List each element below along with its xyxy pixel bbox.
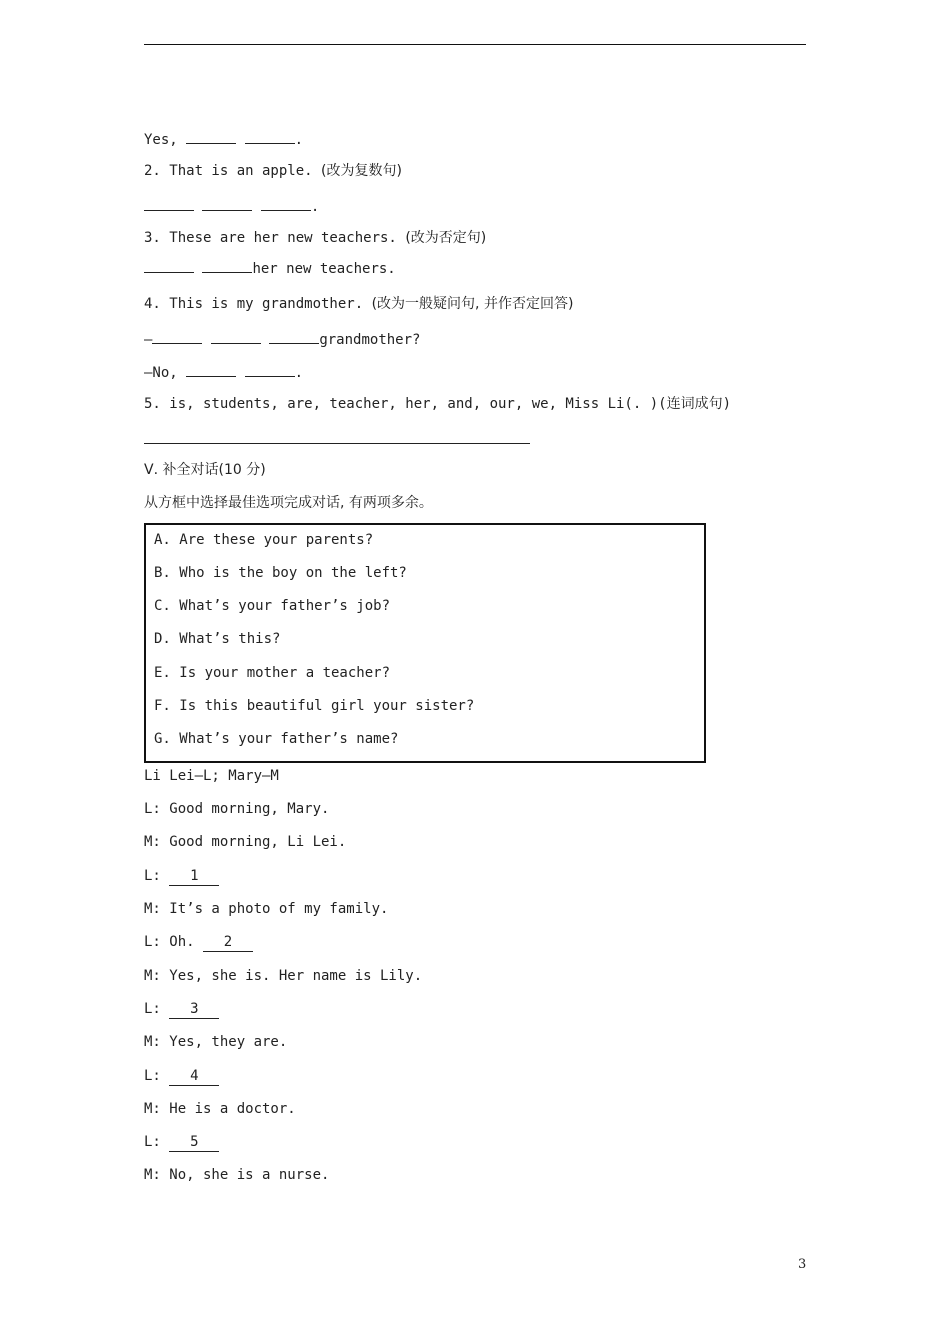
q3-text: 3. These are her new teachers. <box>144 230 397 246</box>
answer-blank[interactable] <box>186 129 236 144</box>
answer-blank-4[interactable]: 4 <box>169 1067 219 1086</box>
q1-answer-prefix: Yes, <box>144 132 178 148</box>
page-number: 3 <box>798 1257 807 1272</box>
answer-blank[interactable] <box>152 329 202 344</box>
dialogue-line: M: He is a doctor. <box>144 1101 296 1117</box>
q4-answer-reply-line: —No, . <box>144 362 303 382</box>
answer-blank[interactable] <box>211 329 261 344</box>
option-d: D. What’s this? <box>154 631 281 647</box>
option-g: G. What’s your father’s name? <box>154 731 399 747</box>
answer-blank-1[interactable]: 1 <box>169 867 219 886</box>
section-instruction: 从方框中选择最佳选项完成对话, 有两项多余。 <box>144 495 433 511</box>
speaker-label: L: <box>144 1134 161 1150</box>
dialogue-line <box>144 933 253 952</box>
answer-blank[interactable] <box>202 258 252 273</box>
dialogue-line: L: Good morning, Mary. <box>144 801 330 817</box>
q5-question <box>144 395 731 413</box>
q2-text: 2. That is an apple. <box>144 163 313 179</box>
answer-blank[interactable] <box>144 258 194 273</box>
dialogue-line: M: No, she is a nurse. <box>144 1167 330 1183</box>
answer-blank[interactable] <box>202 196 252 211</box>
q5-text: 5. is, students, are, teacher, her, and, our, we, Miss Li(. )(连词成句) <box>144 396 732 412</box>
answer-blank[interactable] <box>245 362 295 377</box>
q2-question <box>144 162 402 180</box>
q2-answer-line: . <box>144 196 319 216</box>
q2-instruction: (改为复数句) <box>321 163 402 179</box>
answer-blank[interactable] <box>144 429 530 444</box>
q5-answer-line <box>144 429 530 449</box>
q3-instruction: (改为否定句) <box>405 230 487 246</box>
q4-question <box>144 295 573 313</box>
q4-answer-q-tail: grandmother? <box>319 332 421 348</box>
option-e: E. Is your mother a teacher? <box>154 665 391 681</box>
section-heading: Ⅴ. 补全对话(10 分) <box>144 462 266 478</box>
option-a: A. Are these your parents? <box>154 532 374 548</box>
answer-blank[interactable] <box>269 329 319 344</box>
answer-blank-5[interactable]: 5 <box>169 1133 219 1152</box>
option-b: B. Who is the boy on the left? <box>154 565 407 581</box>
speaker-label: L: <box>144 1001 161 1017</box>
q4-instruction: (改为一般疑问句, 并作否定回答) <box>371 296 574 312</box>
answer-blank-2[interactable]: 2 <box>203 933 253 952</box>
dialogue-line <box>144 1133 219 1152</box>
answer-blank[interactable] <box>186 362 236 377</box>
speaker-label: L: Oh. <box>144 934 195 950</box>
options-box <box>144 523 706 763</box>
dialogue-line: M: It’s a photo of my family. <box>144 901 389 917</box>
dialogue-line: M: Yes, she is. Her name is Lily. <box>144 968 423 984</box>
q4-text: 4. This is my grandmother. <box>144 296 364 312</box>
option-f: F. Is this beautiful girl your sister? <box>154 698 475 714</box>
q3-question <box>144 229 486 247</box>
dialogue-roles: Li Lei—L; Mary—M <box>144 768 279 784</box>
option-c: C. What’s your father’s job? <box>154 598 391 614</box>
q4-dash: — <box>144 332 153 348</box>
q3-answer-tail: her new teachers. <box>252 261 396 277</box>
dialogue-line <box>144 1000 219 1019</box>
dialogue-line <box>144 1067 219 1086</box>
speaker-label: L: <box>144 868 161 884</box>
dialogue-line <box>144 867 219 886</box>
q4-answer-a-prefix: —No, <box>144 365 178 381</box>
q1-answer-line: Yes, . <box>144 129 303 149</box>
dialogue-line: M: Good morning, Li Lei. <box>144 834 347 850</box>
q4-answer-question-line <box>144 329 420 349</box>
answer-blank[interactable] <box>261 196 311 211</box>
answer-blank-3[interactable]: 3 <box>169 1000 219 1019</box>
speaker-label: L: <box>144 1068 161 1084</box>
dialogue-line: M: Yes, they are. <box>144 1034 288 1050</box>
header-rule <box>144 44 806 45</box>
answer-blank[interactable] <box>144 196 194 211</box>
answer-blank[interactable] <box>245 129 295 144</box>
q3-answer-line <box>144 258 396 278</box>
